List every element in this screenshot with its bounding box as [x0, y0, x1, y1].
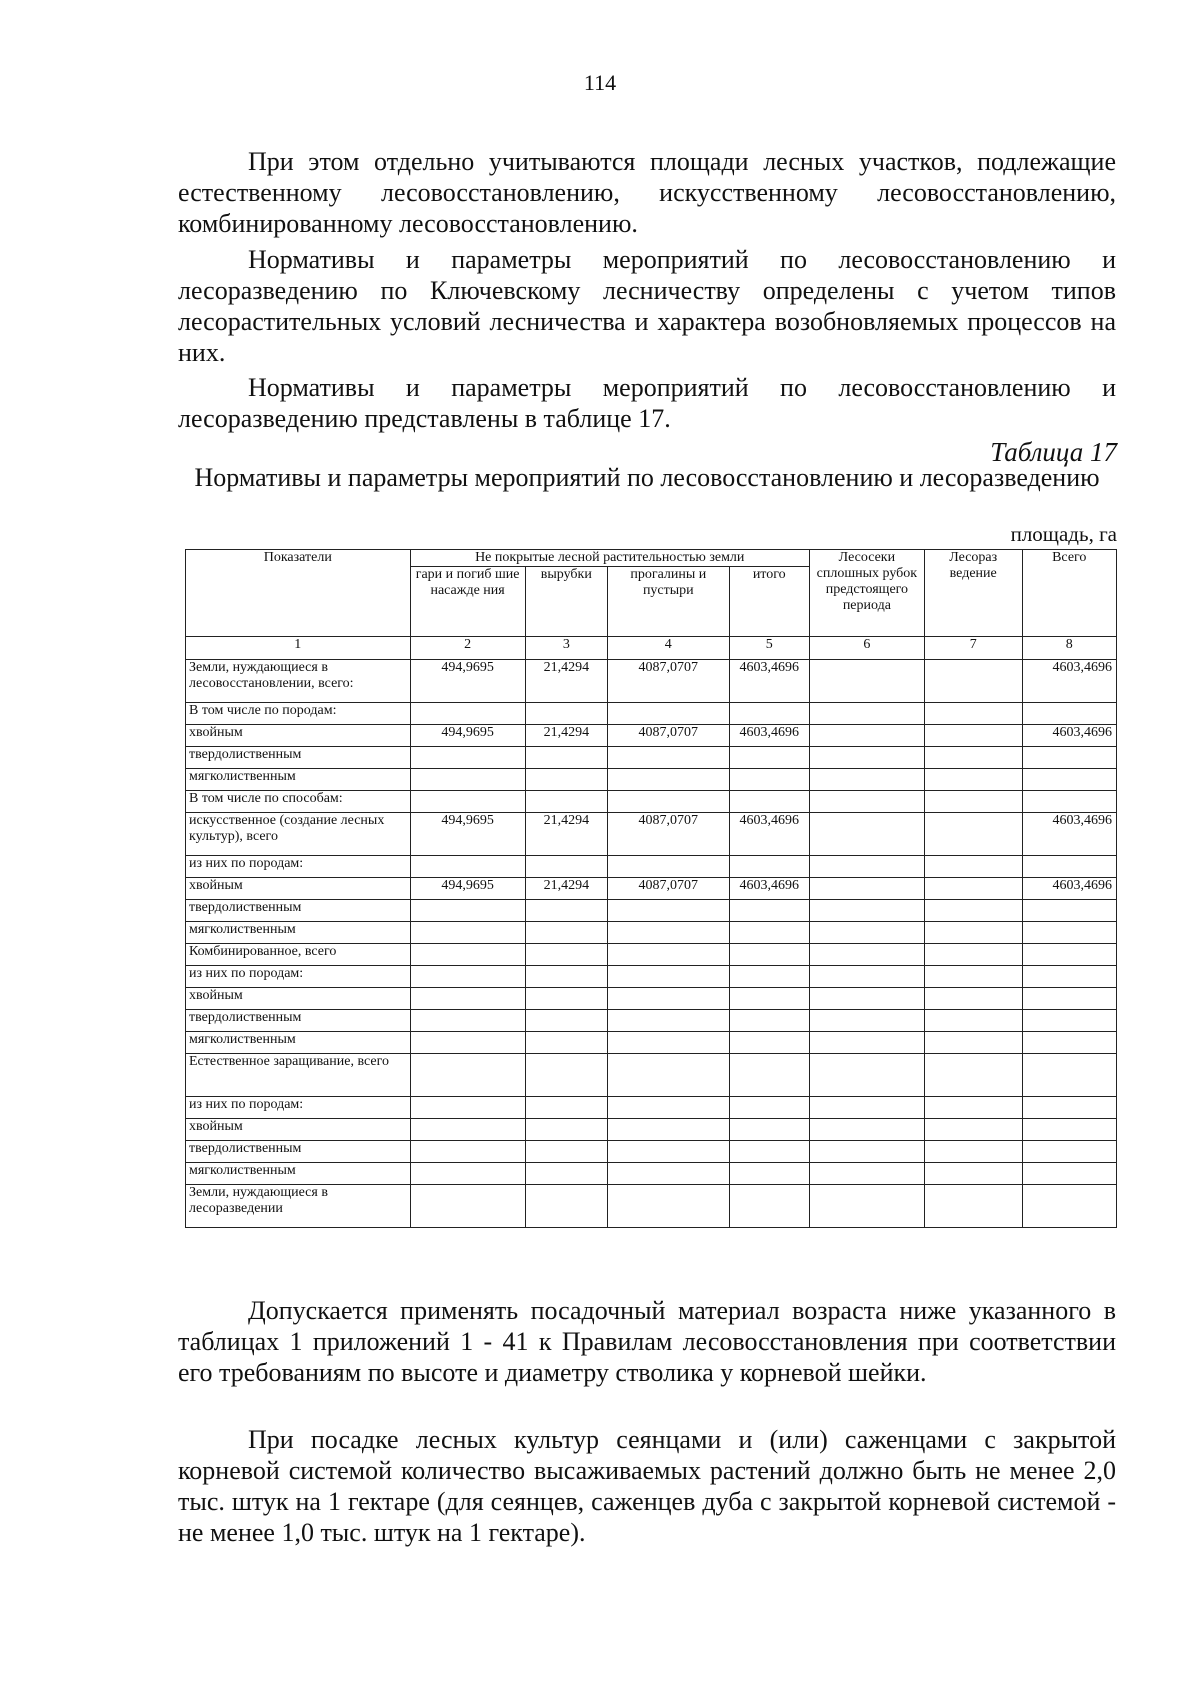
table-cell	[924, 1119, 1022, 1141]
table-cell	[924, 791, 1022, 813]
table-cell	[525, 1119, 607, 1141]
table-row	[186, 900, 1117, 922]
intro-paragraph-3: Нормативы и параметры мероприятий по лесовосстановлению и лесоразведению представлены в таблице 17.	[178, 373, 1116, 433]
table-cell	[410, 944, 525, 966]
table-cell	[924, 1141, 1022, 1163]
column-number: 6	[809, 637, 924, 660]
table-row	[186, 1141, 1117, 1163]
table-cell	[809, 1119, 924, 1141]
table-row	[186, 1054, 1117, 1097]
table-cell: 4087,0707	[608, 878, 730, 900]
table-cell	[525, 988, 607, 1010]
row-label: хвойным	[186, 725, 411, 747]
table-cell	[809, 1054, 924, 1097]
row-label: Земли, нуждающиеся в лесовосстановлении, всего:	[186, 660, 411, 703]
table-cell	[729, 747, 809, 769]
table-cell	[729, 1119, 809, 1141]
table-cell	[924, 769, 1022, 791]
table-row	[186, 966, 1117, 988]
table-cell	[525, 1054, 607, 1097]
table-row	[186, 791, 1117, 813]
table-cell	[1022, 1119, 1116, 1141]
header-glades: прогалины и пустыри	[608, 567, 730, 637]
table-cell	[410, 1097, 525, 1119]
table-row	[186, 1119, 1117, 1141]
table-cell	[608, 1010, 730, 1032]
table-cell: 4603,4696	[1022, 878, 1116, 900]
table-cell	[608, 1032, 730, 1054]
table-cell	[729, 791, 809, 813]
table-cell	[1022, 1141, 1116, 1163]
table-cell	[1022, 747, 1116, 769]
table-cell	[729, 1185, 809, 1228]
table-cell	[525, 1032, 607, 1054]
column-number: 5	[729, 637, 809, 660]
table-cell	[608, 1141, 730, 1163]
header-clearings: вырубки	[525, 567, 607, 637]
footer-paragraph-2: При посадке лесных культур сеянцами и (или) саженцами с закрытой корневой системой количество высаживаемых растений должно быть не менее 2,0 тыс. штук на 1 гектаре (для сеянцев, саженцев дуба с закрытой корневой системой - не менее 1,0 тыс. штук на 1 гектаре).	[178, 1425, 1116, 1547]
table-row	[186, 1097, 1117, 1119]
table-cell	[809, 1010, 924, 1032]
table-cell	[729, 1054, 809, 1097]
table-row	[186, 769, 1117, 791]
table-cell: 21,4294	[525, 725, 607, 747]
table-row	[186, 660, 1117, 703]
table-cell	[410, 1141, 525, 1163]
row-label: хвойным	[186, 878, 411, 900]
table-cell	[1022, 1010, 1116, 1032]
table-cell	[729, 769, 809, 791]
table-row	[186, 1010, 1117, 1032]
row-label: В том числе по способам:	[186, 791, 411, 813]
table-row	[186, 1163, 1117, 1185]
table-cell	[1022, 966, 1116, 988]
table-cell	[608, 1119, 730, 1141]
norms-table	[185, 549, 1117, 1228]
row-label: мягколиственным	[186, 769, 411, 791]
table-cell	[924, 944, 1022, 966]
table-cell	[1022, 922, 1116, 944]
table-cell: 4603,4696	[729, 878, 809, 900]
table-cell	[525, 1185, 607, 1228]
table-row	[186, 1185, 1117, 1228]
table-cell	[608, 769, 730, 791]
table-cell	[608, 1097, 730, 1119]
table-cell	[608, 966, 730, 988]
table-cell: 21,4294	[525, 660, 607, 703]
table-cell	[608, 1185, 730, 1228]
table-cell: 494,9695	[410, 813, 525, 856]
table-cell	[809, 1097, 924, 1119]
table-title: Нормативы и параметры мероприятий по лесовосстановлению и лесоразведению	[194, 463, 1100, 492]
row-label: твердолиственным	[186, 1141, 411, 1163]
table-cell	[809, 1185, 924, 1228]
table-cell	[729, 1163, 809, 1185]
table-cell	[608, 1054, 730, 1097]
table-cell	[809, 791, 924, 813]
row-label: Комбинированное, всего	[186, 944, 411, 966]
table-cell	[525, 1010, 607, 1032]
table-cell	[608, 922, 730, 944]
table-cell	[924, 922, 1022, 944]
table-cell	[809, 813, 924, 856]
table-cell	[410, 922, 525, 944]
row-label: мягколиственным	[186, 1163, 411, 1185]
table-cell	[525, 703, 607, 725]
table-cell	[525, 966, 607, 988]
table-row	[186, 725, 1117, 747]
table-cell	[809, 944, 924, 966]
header-indicators: Показатели	[186, 550, 411, 637]
table-cell: 494,9695	[410, 878, 525, 900]
table-cell	[729, 703, 809, 725]
table-cell	[729, 1032, 809, 1054]
table-cell: 494,9695	[410, 660, 525, 703]
table-cell	[608, 791, 730, 813]
column-number-row	[186, 637, 1117, 660]
table-cell	[809, 856, 924, 878]
table-cell	[729, 900, 809, 922]
table-cell	[809, 1141, 924, 1163]
table-cell	[410, 747, 525, 769]
table-cell: 21,4294	[525, 813, 607, 856]
table-cell	[924, 878, 1022, 900]
table-cell	[608, 703, 730, 725]
table-units: площадь, га	[1010, 522, 1117, 546]
table-cell	[410, 1054, 525, 1097]
table-cell	[729, 856, 809, 878]
table-cell	[729, 988, 809, 1010]
table-cell	[924, 747, 1022, 769]
table-cell	[809, 703, 924, 725]
table-cell	[410, 769, 525, 791]
page-number: 114	[583, 70, 617, 95]
table-cell	[525, 1141, 607, 1163]
table-row	[186, 813, 1117, 856]
table-cell	[608, 856, 730, 878]
table-row	[186, 922, 1117, 944]
table-cell	[924, 1097, 1022, 1119]
table-cell	[608, 747, 730, 769]
table-cell	[809, 900, 924, 922]
table-cell	[924, 900, 1022, 922]
table-cell	[410, 966, 525, 988]
table-cell	[809, 988, 924, 1010]
table-cell	[809, 747, 924, 769]
table-cell	[924, 1032, 1022, 1054]
table-cell: 4603,4696	[729, 660, 809, 703]
table-cell: 4087,0707	[608, 660, 730, 703]
table-cell	[410, 1032, 525, 1054]
table-cell	[410, 791, 525, 813]
table-cell	[525, 747, 607, 769]
table-cell	[924, 813, 1022, 856]
table-cell	[809, 1163, 924, 1185]
table-cell	[809, 878, 924, 900]
table-cell	[809, 922, 924, 944]
row-label: твердолиственным	[186, 747, 411, 769]
row-label: Естественное заращивание, всего	[186, 1054, 411, 1097]
table-cell	[729, 1141, 809, 1163]
table-cell	[924, 725, 1022, 747]
header-total: Всего	[1022, 550, 1116, 637]
row-label: из них по породам:	[186, 966, 411, 988]
table-cell	[1022, 900, 1116, 922]
table-cell	[410, 1163, 525, 1185]
column-number: 8	[1022, 637, 1116, 660]
table-cell	[1022, 769, 1116, 791]
header-subtotal: итого	[729, 567, 809, 637]
table-cell: 494,9695	[410, 725, 525, 747]
table-cell	[924, 660, 1022, 703]
table-cell	[809, 1032, 924, 1054]
table-cell	[525, 1163, 607, 1185]
row-label: из них по породам:	[186, 856, 411, 878]
table-cell	[729, 1010, 809, 1032]
table-cell	[410, 856, 525, 878]
table-row	[186, 1032, 1117, 1054]
header-burned: гари и погиб шие насажде ния	[410, 567, 525, 637]
table-cell	[410, 988, 525, 1010]
table-cell	[809, 769, 924, 791]
column-number: 4	[608, 637, 730, 660]
table-cell	[1022, 791, 1116, 813]
table-cell	[729, 922, 809, 944]
table-cell	[924, 1185, 1022, 1228]
table-cell	[1022, 1185, 1116, 1228]
row-label: В том числе по породам:	[186, 703, 411, 725]
table-cell: 4603,4696	[1022, 813, 1116, 856]
table-cell	[1022, 703, 1116, 725]
table-cell: 21,4294	[525, 878, 607, 900]
table-cell	[608, 1163, 730, 1185]
table-cell	[729, 966, 809, 988]
table-cell	[410, 1185, 525, 1228]
table-cell	[410, 703, 525, 725]
table-cell	[410, 1119, 525, 1141]
row-label: искусственное (создание лесных культур), всего	[186, 813, 411, 856]
table-cell	[1022, 1097, 1116, 1119]
table-cell	[1022, 1032, 1116, 1054]
table-row	[186, 856, 1117, 878]
table-cell	[729, 1097, 809, 1119]
table-cell	[525, 856, 607, 878]
table-cell	[525, 791, 607, 813]
table-cell	[1022, 1163, 1116, 1185]
table-cell	[525, 944, 607, 966]
table-cell	[1022, 988, 1116, 1010]
row-label: из них по породам:	[186, 1097, 411, 1119]
table-row	[186, 747, 1117, 769]
table-cell: 4603,4696	[1022, 660, 1116, 703]
table-cell	[924, 988, 1022, 1010]
row-label: твердолиственным	[186, 900, 411, 922]
table-cell	[924, 703, 1022, 725]
table-cell	[924, 1163, 1022, 1185]
table-row	[186, 944, 1117, 966]
row-label: мягколиственным	[186, 922, 411, 944]
table-cell	[924, 1054, 1022, 1097]
table-cell	[1022, 1054, 1116, 1097]
table-cell	[608, 944, 730, 966]
table-cell	[410, 1010, 525, 1032]
header-not-covered: Не покрытые лесной растительностью земли	[410, 550, 809, 567]
table-cell	[525, 922, 607, 944]
table-cell	[410, 900, 525, 922]
table-row	[186, 703, 1117, 725]
row-label: хвойным	[186, 1119, 411, 1141]
table-cell	[924, 1010, 1022, 1032]
table-cell	[924, 966, 1022, 988]
table-cell: 4087,0707	[608, 725, 730, 747]
header-afforestation: Лесораз ведение	[924, 550, 1022, 637]
column-number: 2	[410, 637, 525, 660]
table-cell	[525, 1097, 607, 1119]
table-cell	[809, 966, 924, 988]
table-cell	[729, 944, 809, 966]
table-cell	[1022, 944, 1116, 966]
table-cell: 4087,0707	[608, 813, 730, 856]
intro-paragraph-2: Нормативы и параметры мероприятий по лесовосстановлению и лесоразведению по Ключевскому лесничеству определены с учетом типов лесорастительных условий лесничества и характера возобновляемых процессов на них.	[178, 245, 1116, 367]
row-label: мягколиственным	[186, 1032, 411, 1054]
table-cell	[608, 900, 730, 922]
table-cell	[525, 769, 607, 791]
table-cell: 4603,4696	[1022, 725, 1116, 747]
table-cell: 4603,4696	[729, 725, 809, 747]
table-cell: 4603,4696	[729, 813, 809, 856]
column-number: 7	[924, 637, 1022, 660]
table-cell	[809, 725, 924, 747]
table-label: Таблица 17	[990, 437, 1117, 467]
table-cell	[1022, 856, 1116, 878]
table-cell	[924, 856, 1022, 878]
row-label: хвойным	[186, 988, 411, 1010]
intro-paragraph-1: При этом отдельно учитываются площади лесных участков, подлежащие естественному лесовосстановлению, искусственному лесовосстановлению, комбинированному лесовосстановлению.	[178, 147, 1116, 238]
row-label: твердолиственным	[186, 1010, 411, 1032]
table-cell	[608, 988, 730, 1010]
table-row	[186, 988, 1117, 1010]
footer-paragraph-1: Допускается применять посадочный материал возраста ниже указанного в таблицах 1 приложений 1 - 41 к Правилам лесовосстановления при соответствии его требованиям по высоте и диаметру стволика у корневой шейки.	[178, 1296, 1116, 1387]
column-number: 3	[525, 637, 607, 660]
header-cutting-areas: Лесосеки сплошных рубок предстоящего периода	[809, 550, 924, 637]
row-label: Земли, нуждающиеся в лесоразведении	[186, 1185, 411, 1228]
table-row	[186, 878, 1117, 900]
column-number: 1	[186, 637, 411, 660]
table-cell	[809, 660, 924, 703]
table-cell	[525, 900, 607, 922]
